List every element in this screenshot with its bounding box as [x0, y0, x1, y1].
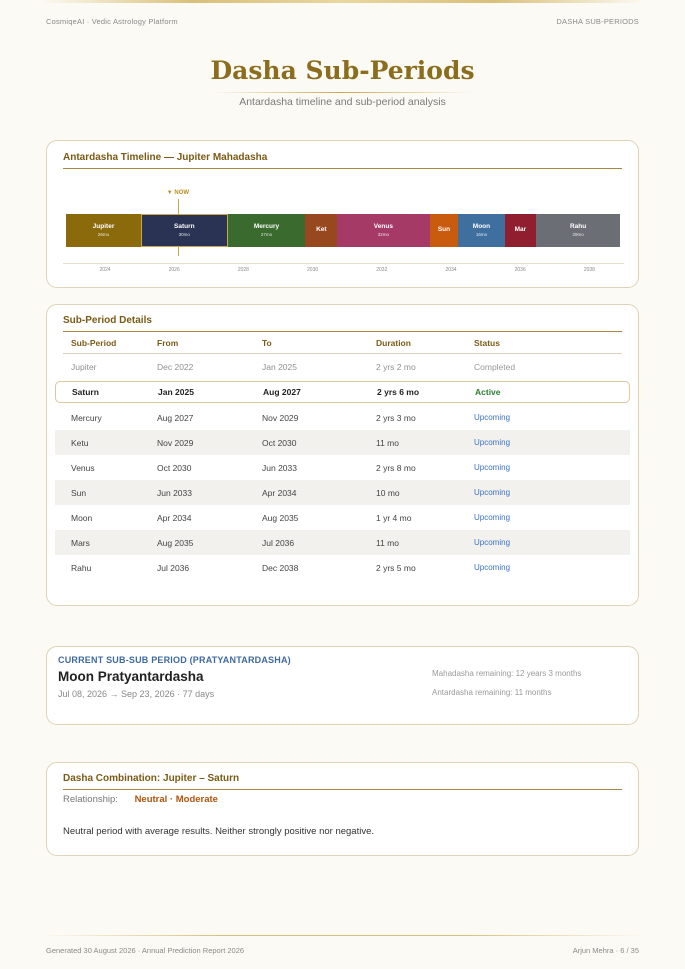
cell-duration: 1 yr 4 mo	[376, 512, 412, 523]
col-sub-period: Sub-Period	[71, 338, 117, 348]
current-period-dates: Jul 08, 2026 → Sep 23, 2026 · 77 days	[58, 689, 215, 699]
cell-from: Jan 2025	[158, 387, 194, 397]
relationship-label: Relationship:	[63, 794, 118, 805]
cell-to: Aug 2027	[263, 387, 301, 397]
antardasha-timeline-card	[46, 140, 639, 288]
footer-generated: Generated 30 August 2026 · Annual Prediction Report 2026	[46, 946, 245, 955]
year-tick-label: 2032	[376, 267, 388, 273]
segment-duration: 16mo	[475, 231, 488, 237]
year-tick-label: 2026	[168, 267, 180, 273]
segment-name: Mercury	[253, 223, 280, 231]
table-row	[55, 555, 630, 580]
timeline-axis	[63, 263, 624, 264]
cell-status: Completed	[474, 361, 516, 372]
cell-to: Oct 2030	[262, 437, 297, 448]
current-period-name: Moon Pratyantardasha	[58, 669, 204, 684]
cell-from: Oct 2030	[157, 462, 192, 473]
footer-page-info: Arjun Mehra · 6 / 35	[572, 946, 639, 955]
relationship-value: Neutral · Moderate	[134, 794, 218, 805]
top-decorative-rule	[40, 0, 645, 3]
timeline-segment-saturn	[141, 214, 228, 247]
cell-to: Jan 2025	[262, 361, 297, 372]
header-brand: CosmiqeAI · Vedic Astrology Platform	[46, 17, 178, 26]
cell-from: Nov 2029	[157, 437, 194, 448]
combination-description: Neutral period with average results. Neither strongly positive nor negative.	[63, 826, 375, 837]
segment-name: Mar	[514, 226, 527, 234]
year-tick-label: 2036	[514, 267, 526, 273]
cell-duration: 2 yrs 8 mo	[376, 462, 416, 473]
timeline-segment-moon	[458, 214, 504, 247]
cell-status: Upcoming	[474, 513, 511, 522]
cell-status: Upcoming	[474, 488, 511, 497]
combination-title: Dasha Combination: Jupiter – Saturn	[63, 773, 240, 784]
cell-sub-period: Rahu	[71, 562, 92, 573]
table-row	[55, 480, 630, 505]
cell-status: Upcoming	[474, 563, 511, 572]
table-row	[55, 505, 630, 530]
remaining-info	[432, 664, 581, 702]
cell-sub-period: Mercury	[71, 412, 102, 423]
details-title: Sub-Period Details	[63, 315, 152, 326]
cell-from: Dec 2022	[157, 361, 194, 372]
cell-duration: 2 yrs 2 mo	[376, 361, 416, 372]
year-tick-label: 2030	[307, 267, 319, 273]
segment-name: Jupiter	[92, 223, 115, 231]
col-status: Status	[474, 338, 500, 348]
year-tick-label: 2034	[445, 267, 457, 273]
page-header	[46, 17, 639, 26]
segment-duration: 27mo	[260, 231, 273, 237]
details-table-body	[55, 354, 630, 580]
bottom-decorative-rule	[40, 935, 645, 936]
cell-from: Jul 2036	[157, 562, 190, 573]
cell-from: Jun 2033	[157, 487, 192, 498]
timeline-segment-jupiter	[66, 214, 141, 247]
relationship-row	[63, 794, 622, 805]
timeline-segment-rahu	[536, 214, 620, 247]
timeline-segment-ket	[305, 214, 337, 247]
table-row	[55, 455, 630, 480]
timeline-bar	[66, 214, 620, 247]
cell-sub-period: Saturn	[72, 387, 99, 397]
cell-sub-period: Moon	[71, 512, 93, 523]
timeline-segment-venus	[337, 214, 429, 247]
page-footer	[46, 946, 639, 955]
table-row	[55, 530, 630, 555]
cell-sub-period: Venus	[71, 462, 95, 473]
cell-from: Aug 2027	[157, 412, 194, 423]
segment-duration: 26mo	[97, 231, 110, 237]
antardasha-remaining: Antardasha remaining: 11 months	[432, 688, 552, 697]
cell-duration: 2 yrs 6 mo	[377, 387, 420, 397]
col-to: To	[262, 338, 272, 348]
title-underline	[212, 92, 472, 93]
page-title: Dasha Sub-Periods	[210, 56, 475, 85]
current-period-label: CURRENT SUB-SUB PERIOD (PRATYANTARDASHA)	[58, 655, 291, 665]
sub-period-details-card	[46, 304, 639, 606]
details-table-header	[63, 332, 622, 354]
cell-status: Upcoming	[474, 438, 511, 447]
timeline-segment-mercury	[228, 214, 306, 247]
cell-duration: 2 yrs 3 mo	[376, 412, 416, 423]
cell-to: Dec 2038	[262, 562, 299, 573]
segment-duration: 30mo	[178, 231, 190, 237]
page-subtitle: Antardasha timeline and sub-period analysis	[239, 96, 446, 108]
cell-sub-period: Mars	[71, 537, 90, 548]
mahadasha-remaining: Mahadasha remaining: 12 years 3 months	[432, 669, 582, 678]
year-tick-label: 2024	[99, 267, 111, 273]
cell-status: Upcoming	[474, 538, 511, 547]
dasha-combination-card	[46, 762, 639, 856]
segment-name: Moon	[472, 223, 491, 231]
cell-status: Active	[475, 387, 501, 397]
year-tick-label: 2028	[237, 267, 249, 273]
cell-from: Apr 2034	[157, 512, 192, 523]
cell-sub-period: Jupiter	[71, 361, 97, 372]
table-row	[55, 430, 630, 455]
cell-status: Upcoming	[474, 463, 511, 472]
table-row	[55, 405, 630, 430]
col-from: From	[157, 338, 179, 348]
timeline-title: Antardasha Timeline — Jupiter Mahadasha	[63, 152, 268, 163]
cell-to: Aug 2035	[262, 512, 299, 523]
segment-duration: 32mo	[377, 231, 390, 237]
now-marker-label: ▼ NOW	[166, 190, 190, 196]
cell-sub-period: Ketu	[71, 437, 89, 448]
cell-duration: 11 mo	[376, 437, 399, 448]
segment-name: Venus	[373, 223, 393, 231]
timeline-segment-sun	[430, 214, 459, 247]
cell-from: Aug 2035	[157, 537, 194, 548]
segment-duration: 29mo	[572, 231, 584, 237]
cell-to: Jun 2033	[262, 462, 297, 473]
cell-to: Nov 2029	[262, 412, 299, 423]
col-duration: Duration	[376, 338, 411, 348]
header-section: DASHA SUB-PERIODS	[556, 17, 639, 26]
segment-name: Rahu	[569, 223, 587, 231]
segment-name: Saturn	[174, 223, 195, 231]
cell-to: Apr 2034	[262, 487, 297, 498]
segment-name: Ket	[316, 226, 327, 234]
cell-to: Jul 2036	[262, 537, 295, 548]
cell-sub-period: Sun	[71, 487, 87, 498]
current-pratyantardasha-card	[46, 646, 639, 725]
combination-title-rule	[63, 789, 622, 790]
year-tick-label: 2038	[583, 267, 595, 273]
cell-status: Upcoming	[474, 413, 511, 422]
table-row	[55, 381, 630, 403]
cell-duration: 10 mo	[376, 487, 400, 498]
timeline-segment-mar	[505, 214, 537, 247]
cell-duration: 2 yrs 5 mo	[376, 562, 416, 573]
table-row	[55, 354, 630, 379]
timeline-chart	[63, 169, 622, 279]
segment-name: Sun	[437, 226, 451, 234]
cell-duration: 11 mo	[376, 537, 399, 548]
